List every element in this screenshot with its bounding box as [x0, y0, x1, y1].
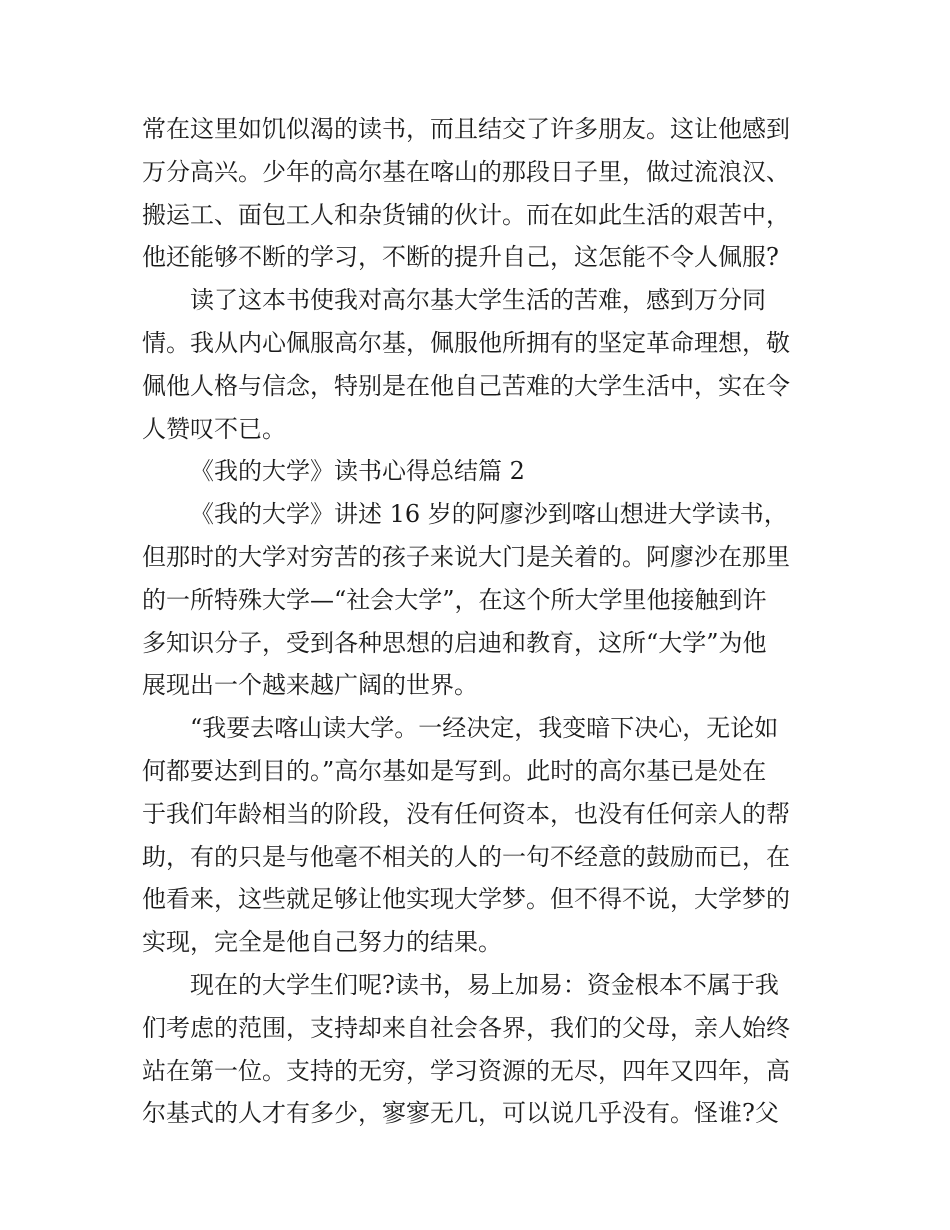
paragraph-start-line: 读了这本书使我对高尔基大学生活的苦难，感到万分同 — [190, 286, 766, 315]
text-line: 的一所特殊大学—“社会大学”，在这个所大学里他接触到许 — [142, 585, 767, 614]
text-line: 他还能够不断的学习，不断的提升自己，这怎能不令人佩服? — [142, 243, 779, 272]
text-line: 们考虑的范围，支持却来自社会各界，我们的父母，亲人始终 — [142, 1013, 790, 1042]
paragraph-start-line: 现在的大学生们呢?读书，易上加易：资金根本不属于我 — [190, 970, 779, 999]
text-line: 情。我从内心佩服高尔基，佩服他所拥有的坚定革命理想，敬 — [142, 328, 790, 357]
text-line: 他看来，这些就足够让他实现大学梦。但不得不说，大学梦的 — [142, 885, 790, 914]
text-line: 站在第一位。支持的无穷，学习资源的无尽，四年又四年，高 — [142, 1056, 790, 1085]
paragraph-start-line: “我要去喀山读大学。一经决定，我变暗下决心，无论如 — [190, 714, 779, 743]
text-line: 尔基式的人才有多少，寥寥无几，可以说几乎没有。怪谁?父 — [142, 1099, 779, 1128]
text-line: 于我们年龄相当的阶段，没有任何资本，也没有任何亲人的帮 — [142, 799, 790, 828]
text-line: 何都要达到目的。”高尔基如是写到。此时的高尔基已是处在 — [142, 756, 767, 785]
text-line: 佩他人格与信念，特别是在他自己苦难的大学生活中，实在令 — [142, 371, 790, 400]
section-heading: 《我的大学》读书心得总结篇 2 — [190, 457, 525, 486]
text-line: 万分高兴。少年的高尔基在喀山的那段日子里，做过流浪汉、 — [142, 157, 790, 186]
paragraph-start-line: 《我的大学》讲述 16 岁的阿廖沙到喀山想进大学读书， — [190, 500, 788, 529]
text-line: 实现，完全是他自己努力的结果。 — [142, 928, 502, 957]
text-line: 人赞叹不已。 — [142, 414, 286, 443]
text-line: 多知识分子，受到各种思想的启迪和教育，这所“大学”为他 — [142, 628, 767, 657]
text-line: 助，有的只是与他毫不相关的人的一句不经意的鼓励而已，在 — [142, 842, 790, 871]
document-body — [142, 108, 814, 1135]
text-line: 搬运工、面包工人和杂货铺的伙计。而在如此生活的艰苦中， — [142, 200, 790, 229]
text-line: 展现出一个越来越广阔的世界。 — [142, 671, 478, 700]
text-line: 常在这里如饥似渴的读书，而且结交了许多朋友。这让他感到 — [142, 115, 790, 143]
text-line: 但那时的大学对穷苦的孩子来说大门是关着的。阿廖沙在那里 — [142, 542, 790, 571]
